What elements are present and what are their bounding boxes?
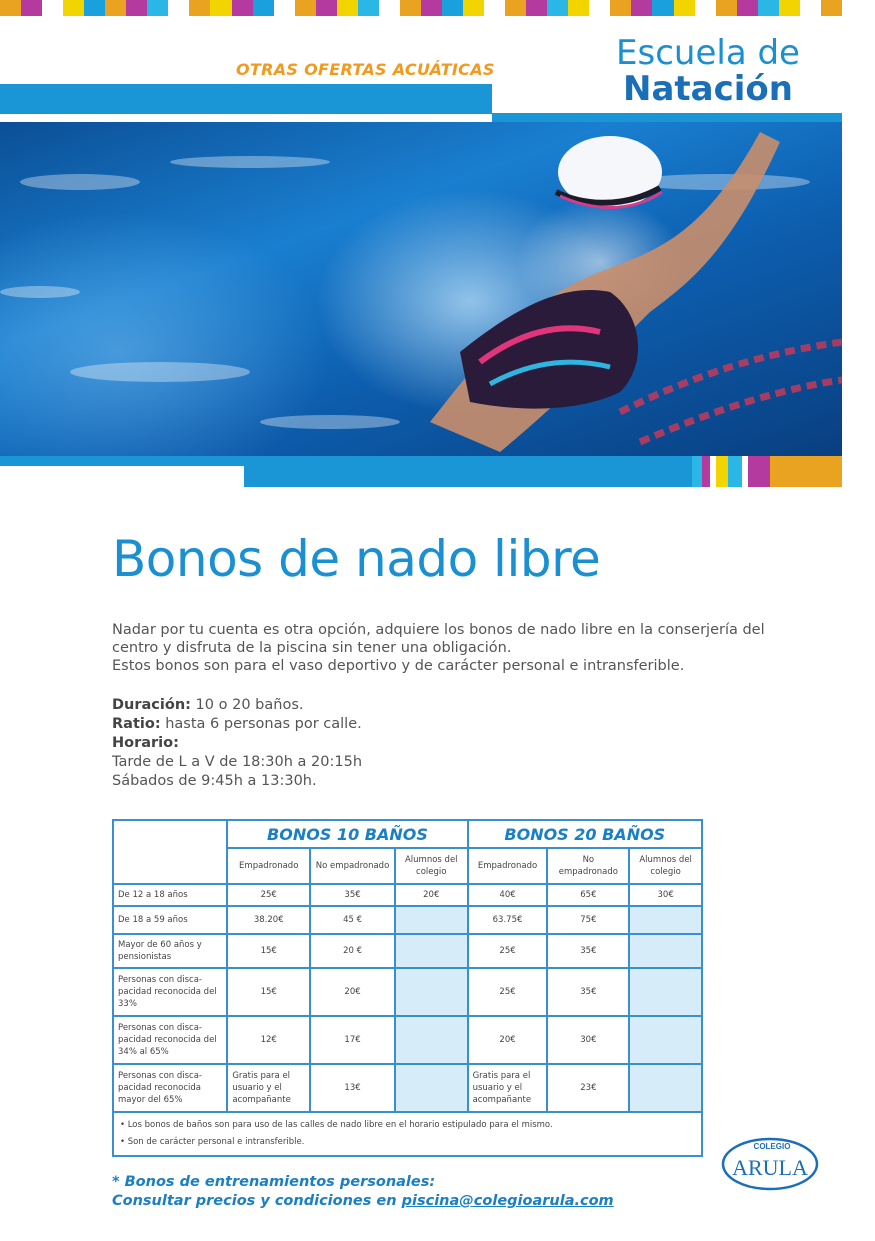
price-cell: 35€ (547, 934, 629, 968)
color-stripe (716, 456, 728, 487)
ratio-label: Ratio: (112, 716, 161, 732)
color-stripe (316, 0, 337, 16)
duration-value: 10 o 20 baños. (190, 697, 304, 713)
table-row (113, 1064, 702, 1112)
color-stripe (728, 456, 742, 487)
price-cell: 38.20€ (227, 906, 310, 934)
footer-line-2-prefix: Consultar precios y condiciones en (112, 1193, 402, 1209)
price-cell: 23€ (547, 1064, 629, 1112)
color-stripe (737, 0, 758, 16)
price-cell: 45 € (310, 906, 395, 934)
price-cell: Gratis para el usuario y el acompañante (468, 1064, 548, 1112)
color-stripe (547, 0, 568, 16)
price-cell: 35€ (310, 884, 395, 906)
price-cell: 13€ (310, 1064, 395, 1112)
bono-details (112, 696, 362, 791)
group-header-20: BONOS 20 BAÑOS (468, 820, 702, 848)
price-cell: 25€ (468, 968, 548, 1016)
color-stripe (695, 0, 716, 16)
color-stripe (379, 0, 400, 16)
table-note-2: • Son de carácter personal e intransferible. (120, 1137, 305, 1147)
price-cell: 15€ (227, 968, 310, 1016)
school-title-line2: Natación (623, 68, 793, 109)
color-stripe (358, 0, 379, 16)
offer-label: OTRAS OFERTAS ACUÁTICAS (236, 60, 495, 79)
top-color-stripes (0, 0, 842, 16)
empty-shaded-cell (395, 906, 468, 934)
color-stripe (337, 0, 358, 16)
color-stripe (652, 0, 673, 16)
color-stripe (84, 0, 105, 16)
school-title (608, 33, 808, 109)
price-cell: Gratis para el usuario y el acompañante (227, 1064, 310, 1112)
table-notes (113, 1112, 702, 1156)
empty-shaded-cell (395, 934, 468, 968)
intro-paragraph-2: Estos bonos son para el vaso deportivo y de carácter personal e intransferible. (112, 658, 685, 674)
empty-shaded-cell (629, 1064, 702, 1112)
color-stripe (295, 0, 316, 16)
color-stripe (210, 0, 231, 16)
price-cell: 63.75€ (468, 906, 548, 934)
schedule-label-line (112, 734, 362, 753)
color-stripe (253, 0, 274, 16)
price-cell: 15€ (227, 934, 310, 968)
group-header-10: BONOS 10 BAÑOS (227, 820, 467, 848)
page-title: Bonos de nado libre (112, 530, 601, 588)
duration-line (112, 696, 362, 715)
color-stripe (748, 456, 770, 487)
header-blue-strip (492, 113, 842, 122)
table-notes-row (113, 1112, 702, 1156)
hero-swimmer-photo (0, 122, 842, 456)
table-note-1: • Los bonos de baños son para uso de las calles de nado libre en el horario estipulado para el mismo. (120, 1120, 553, 1130)
color-stripe (442, 0, 463, 16)
empty-shaded-cell (629, 1016, 702, 1064)
footer-note (112, 1173, 614, 1211)
color-stripe (274, 0, 295, 16)
price-cell: 17€ (310, 1016, 395, 1064)
intro-text (112, 621, 802, 675)
empty-shaded-cell (629, 934, 702, 968)
color-stripe (484, 0, 505, 16)
color-stripe (126, 0, 147, 16)
swimmer-illustration (0, 122, 842, 456)
sub-header: Alumnos del colegio (629, 848, 702, 884)
table-row (113, 934, 702, 968)
colegio-arula-logo (720, 1133, 820, 1191)
logo-small-text: COLEGIO (753, 1142, 791, 1151)
row-label: Personas con disca-pacidad reconocida del 33% (113, 968, 227, 1016)
ratio-line (112, 715, 362, 734)
color-stripe (758, 0, 779, 16)
table-row (113, 884, 702, 906)
price-cell: 20 € (310, 934, 395, 968)
color-stripe (568, 0, 589, 16)
schedule-saturday: Sábados de 9:45h a 13:30h. (112, 773, 317, 789)
sub-header: No empadronado (310, 848, 395, 884)
price-cell: 20€ (468, 1016, 548, 1064)
price-cell: 20€ (395, 884, 468, 906)
color-stripe (400, 0, 421, 16)
table-corner (113, 820, 227, 884)
color-stripe (770, 456, 842, 487)
bottom-color-stripes (692, 456, 842, 487)
price-cell: 25€ (227, 884, 310, 906)
color-stripe (168, 0, 189, 16)
color-stripe (232, 0, 253, 16)
header-blue-bar (0, 84, 492, 114)
color-stripe (800, 0, 821, 16)
empty-shaded-cell (629, 968, 702, 1016)
color-stripe (0, 0, 21, 16)
empty-shaded-cell (395, 968, 468, 1016)
color-stripe (692, 456, 702, 487)
intro-paragraph-1: Nadar por tu cuenta es otra opción, adquiere los bonos de nado libre en la conserjería del centro y disfruta de la piscina sin tener una obligación. (112, 622, 765, 656)
color-stripe (21, 0, 42, 16)
duration-label: Duración: (112, 697, 191, 713)
school-title-line1: Escuela de (616, 33, 800, 73)
color-stripe (610, 0, 631, 16)
sub-header: Alumnos del colegio (395, 848, 468, 884)
color-stripe (821, 0, 842, 16)
color-stripe (63, 0, 84, 16)
row-label: De 18 a 59 años (113, 906, 227, 934)
email-link[interactable]: piscina@colegioarula.com (401, 1193, 614, 1209)
price-cell: 20€ (310, 968, 395, 1016)
sub-header: Empadronado (468, 848, 548, 884)
row-label: Personas con disca-pacidad reconocida mayor del 65% (113, 1064, 227, 1112)
price-cell: 65€ (547, 884, 629, 906)
price-cell: 25€ (468, 934, 548, 968)
ratio-value: hasta 6 personas por calle. (160, 716, 362, 732)
row-label: Personas con disca-pacidad reconocida del 34% al 65% (113, 1016, 227, 1064)
table-row (113, 906, 702, 934)
empty-shaded-cell (629, 906, 702, 934)
price-cell: 12€ (227, 1016, 310, 1064)
row-label: De 12 a 18 años (113, 884, 227, 906)
color-stripe (702, 456, 710, 487)
color-stripe (189, 0, 210, 16)
empty-shaded-cell (395, 1016, 468, 1064)
color-stripe (105, 0, 126, 16)
color-stripe (526, 0, 547, 16)
schedule-label: Horario: (112, 735, 179, 751)
color-stripe (421, 0, 442, 16)
table-row (113, 1016, 702, 1064)
price-cell: 30€ (629, 884, 702, 906)
color-stripe (716, 0, 737, 16)
price-cell: 35€ (547, 968, 629, 1016)
price-cell: 75€ (547, 906, 629, 934)
color-stripe (589, 0, 610, 16)
price-cell: 30€ (547, 1016, 629, 1064)
color-stripe (779, 0, 800, 16)
color-stripe (42, 0, 63, 16)
footer-line-1: * Bonos de entrenamientos personales: (112, 1174, 436, 1190)
color-stripe (147, 0, 168, 16)
sub-header: Empadronado (227, 848, 310, 884)
color-stripe (505, 0, 526, 16)
logo-big-text: ARULA (732, 1155, 808, 1180)
footer-line-2 (112, 1192, 614, 1211)
table-row (113, 968, 702, 1016)
schedule-weekday: Tarde de L a V de 18:30h a 20:15h (112, 754, 363, 770)
price-table (112, 819, 703, 1157)
sub-header: No empadronado (547, 848, 629, 884)
color-stripe (674, 0, 695, 16)
color-stripe (631, 0, 652, 16)
empty-shaded-cell (395, 1064, 468, 1112)
price-cell: 40€ (468, 884, 548, 906)
color-stripe (463, 0, 484, 16)
row-label: Mayor de 60 años y pensionistas (113, 934, 227, 968)
